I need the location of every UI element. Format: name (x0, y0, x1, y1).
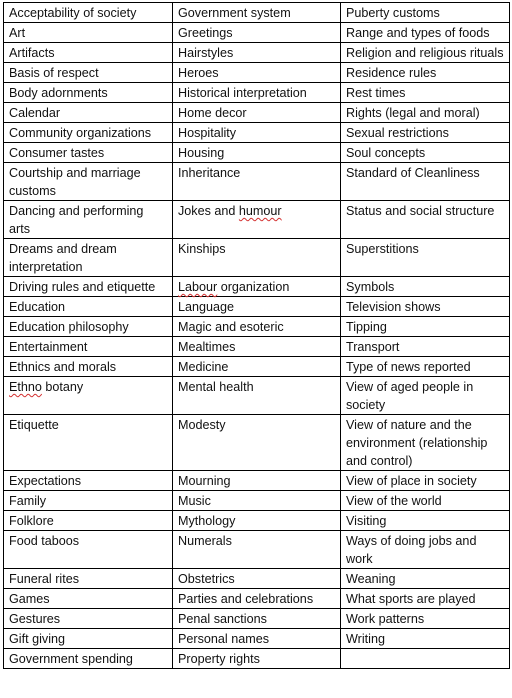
table-cell: Body adornments (4, 83, 173, 103)
table-cell: Hospitality (173, 123, 341, 143)
table-cell: Range and types of foods (341, 23, 510, 43)
table-row (4, 629, 510, 649)
table-cell: Entertainment (4, 337, 173, 357)
table-cell: Ways of doing jobs and work (341, 531, 510, 569)
spellcheck-flagged-word: humour (238, 204, 282, 218)
table-row (4, 123, 510, 143)
table-cell: Dancing and performing arts (4, 201, 173, 239)
table-cell: Residence rules (341, 63, 510, 83)
table-cell: Music (173, 491, 341, 511)
table-row (4, 471, 510, 491)
table-row (4, 277, 510, 297)
table-row (4, 589, 510, 609)
table-row (4, 357, 510, 377)
table-cell: Mourning (173, 471, 341, 491)
table-cell: Soul concepts (341, 143, 510, 163)
table-cell: Inheritance (173, 163, 341, 201)
table-row (4, 297, 510, 317)
table-cell: Labour organization (173, 277, 341, 297)
table-cell: Property rights (173, 649, 341, 669)
table-row (4, 317, 510, 337)
table-row (4, 63, 510, 83)
spellcheck-flagged-word: Ethno (9, 380, 42, 394)
table-row (4, 511, 510, 531)
table-row (4, 3, 510, 23)
table-cell: Rights (legal and moral) (341, 103, 510, 123)
table-cell: Mental health (173, 377, 341, 415)
table-cell: What sports are played (341, 589, 510, 609)
table-cell: Magic and esoteric (173, 317, 341, 337)
table-cell: Driving rules and etiquette (4, 277, 173, 297)
table-cell: Standard of Cleanliness (341, 163, 510, 201)
table-cell: Medicine (173, 357, 341, 377)
table-cell: Penal sanctions (173, 609, 341, 629)
table-row (4, 163, 510, 201)
table-cell: Housing (173, 143, 341, 163)
table-cell: Superstitions (341, 239, 510, 277)
table-cell: Calendar (4, 103, 173, 123)
table-cell: Tipping (341, 317, 510, 337)
table-row (4, 491, 510, 511)
table-cell: View of place in society (341, 471, 510, 491)
table-cell: Historical interpretation (173, 83, 341, 103)
table-cell: Parties and celebrations (173, 589, 341, 609)
culture-elements-table (3, 2, 510, 669)
table-cell: Community organizations (4, 123, 173, 143)
table-row (4, 531, 510, 569)
table-cell: View of the world (341, 491, 510, 511)
table-row (4, 239, 510, 277)
table-cell: Greetings (173, 23, 341, 43)
table-row (4, 103, 510, 123)
table-row (4, 569, 510, 589)
table-cell: Mealtimes (173, 337, 341, 357)
table-cell: Personal names (173, 629, 341, 649)
table-cell: Mythology (173, 511, 341, 531)
table-cell: Rest times (341, 83, 510, 103)
table-cell: Kinships (173, 239, 341, 277)
table-cell: Basis of respect (4, 63, 173, 83)
table-cell (341, 649, 510, 669)
table-row (4, 23, 510, 43)
table-row (4, 201, 510, 239)
table-cell: Ethno botany (4, 377, 173, 415)
table-cell: Ethnics and morals (4, 357, 173, 377)
table-row (4, 649, 510, 669)
table-cell: Acceptability of society (4, 3, 173, 23)
table-row (4, 415, 510, 471)
table-cell: Gift giving (4, 629, 173, 649)
table-cell: Numerals (173, 531, 341, 569)
table-cell: Funeral rites (4, 569, 173, 589)
table-cell: Transport (341, 337, 510, 357)
spellcheck-flagged-word: Labour (178, 280, 218, 294)
table-cell: Government system (173, 3, 341, 23)
table-cell: Visiting (341, 511, 510, 531)
table-cell: Type of news reported (341, 357, 510, 377)
table-body (4, 3, 510, 669)
table-cell: Dreams and dream interpretation (4, 239, 173, 277)
table-cell: Language (173, 297, 341, 317)
table-cell: Jokes and humour (173, 201, 341, 239)
table-cell: Weaning (341, 569, 510, 589)
table-cell: Writing (341, 629, 510, 649)
table-cell: Obstetrics (173, 569, 341, 589)
table-cell: Artifacts (4, 43, 173, 63)
table-cell: Games (4, 589, 173, 609)
table-cell: Modesty (173, 415, 341, 471)
table-cell: Education philosophy (4, 317, 173, 337)
table-cell: Status and social structure (341, 201, 510, 239)
table-cell: Work patterns (341, 609, 510, 629)
table-cell: Consumer tastes (4, 143, 173, 163)
table-cell: Heroes (173, 63, 341, 83)
table-cell: Religion and religious rituals (341, 43, 510, 63)
table-cell: Expectations (4, 471, 173, 491)
table-cell: Food taboos (4, 531, 173, 569)
table-row (4, 83, 510, 103)
table-cell: Folklore (4, 511, 173, 531)
table-cell: Hairstyles (173, 43, 341, 63)
table-cell: Courtship and marriage customs (4, 163, 173, 201)
table-cell: Family (4, 491, 173, 511)
table-cell: View of aged people in society (341, 377, 510, 415)
table-cell: Puberty customs (341, 3, 510, 23)
table-cell: Gestures (4, 609, 173, 629)
table-row (4, 337, 510, 357)
table-cell: Government spending (4, 649, 173, 669)
table-cell: View of nature and the environment (relationship and control) (341, 415, 510, 471)
table-row (4, 43, 510, 63)
table-cell: Television shows (341, 297, 510, 317)
table-row (4, 609, 510, 629)
table-cell: Art (4, 23, 173, 43)
table-cell: Home decor (173, 103, 341, 123)
table-row (4, 143, 510, 163)
table-cell: Etiquette (4, 415, 173, 471)
table-cell: Symbols (341, 277, 510, 297)
table-cell: Education (4, 297, 173, 317)
table-row (4, 377, 510, 415)
table-cell: Sexual restrictions (341, 123, 510, 143)
